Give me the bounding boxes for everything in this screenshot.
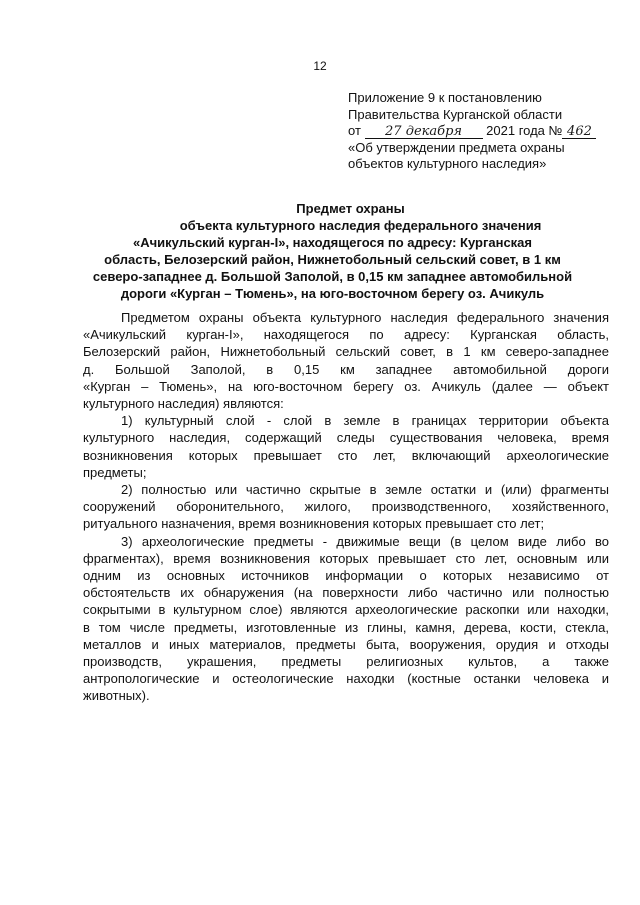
title-line: Предмет охраны [296,201,405,216]
appendix-line: Правительства Курганской области [348,106,563,122]
text-line: сокрытыми в культурном слое) являются археологические раскопки или находки, [83,602,609,618]
handwritten-date: 27 декабря [365,125,483,139]
text-line: антропологические и остеологические находки (костные останки человека и [83,671,609,687]
text-line: возникновения которых превышает сто лет, включающий археологические [83,447,609,463]
handwritten-number: 462 [562,125,596,139]
appendix-line: объектов культурного наследия» [348,156,547,171]
appendix-line: «Об утверждении предмета охраны [348,139,565,155]
list-item-1 [83,412,609,481]
text-line: Предметом охраны объекта культурного наследия федерального значения [121,310,609,325]
text-line: культурного наследия) являются: [83,396,284,412]
text-line: одним из основных источников информации о которых независимо от [83,568,609,584]
title-line: северо-западнее д. Большой Заполой, в 0,15 км западнее автомобильной [92,269,573,284]
text-line: производств, украшения, предметы религиозных культов, а также [83,654,609,670]
title-line: объекта культурного наследия федерального значения [179,218,542,233]
text-line: обстоятельств их обнаружения (на поверхности либо частично или полностью [83,585,609,601]
list-item-3 [83,533,609,705]
text-line: животных). [83,688,150,704]
text-line: культурного наследия, содержащий следы существования человека, время [83,430,609,446]
text-line: Белозерский район, Нижнетобольный сельский совет, в 1 км северо-западнее [83,344,609,360]
title-line: «Ачикульский курган-I», находящегося по адресу: Курганская [132,235,533,250]
document-title [80,200,585,302]
text-line: металлов и иных материалов, предметы быта, вооружения, орудия и отходы [83,636,609,652]
appendix-line: Приложение 9 к постановлению [348,90,542,105]
text-line: сооружений оборонительного, жилого, производственного, хозяйственного, [83,499,609,515]
intro-paragraph [83,309,609,412]
appendix-header [348,90,640,173]
appendix-date-prefix: от [348,123,361,138]
text-line: «Ачикульский курган-I», находящегося по адресу: Курганская область, [83,327,609,343]
text-line: 1) культурный слой - слой в земле в границах территории объекта [121,413,609,429]
page-number: 12 [313,59,327,73]
appendix-year-label: 2021 года № [486,123,563,138]
list-item-2 [83,481,609,533]
text-line: д. Большой Заполой, в 0,15 км западнее автомобильной дороги [83,361,609,377]
document-body [83,309,609,705]
text-line: в том числе предметы, изготовленные из глины, камня, дерева, кости, стекла, [83,619,609,635]
text-line: ритуального назначения, время возникновения которых превышает сто лет; [83,516,545,532]
text-line: предметы; [83,464,147,480]
appendix-date-line [348,123,640,140]
text-line: 3) археологические предметы - движимые вещи (в целом виде либо во [121,533,609,549]
title-line: область, Белозерский район, Нижнетобольный сельский совет, в 1 км [104,252,561,267]
text-line: 2) полностью или частично скрытые в земле остатки и (или) фрагменты [121,482,609,498]
title-line: дороги «Курган – Тюмень», на юго-восточном берегу оз. Ачикуль [120,286,545,301]
text-line: «Курган – Тюмень», на юго-восточном берегу оз. Ачикуль (далее — объект [83,378,609,394]
text-line: фрагментах), время возникновения которых превышает сто лет, основным или [83,550,609,566]
